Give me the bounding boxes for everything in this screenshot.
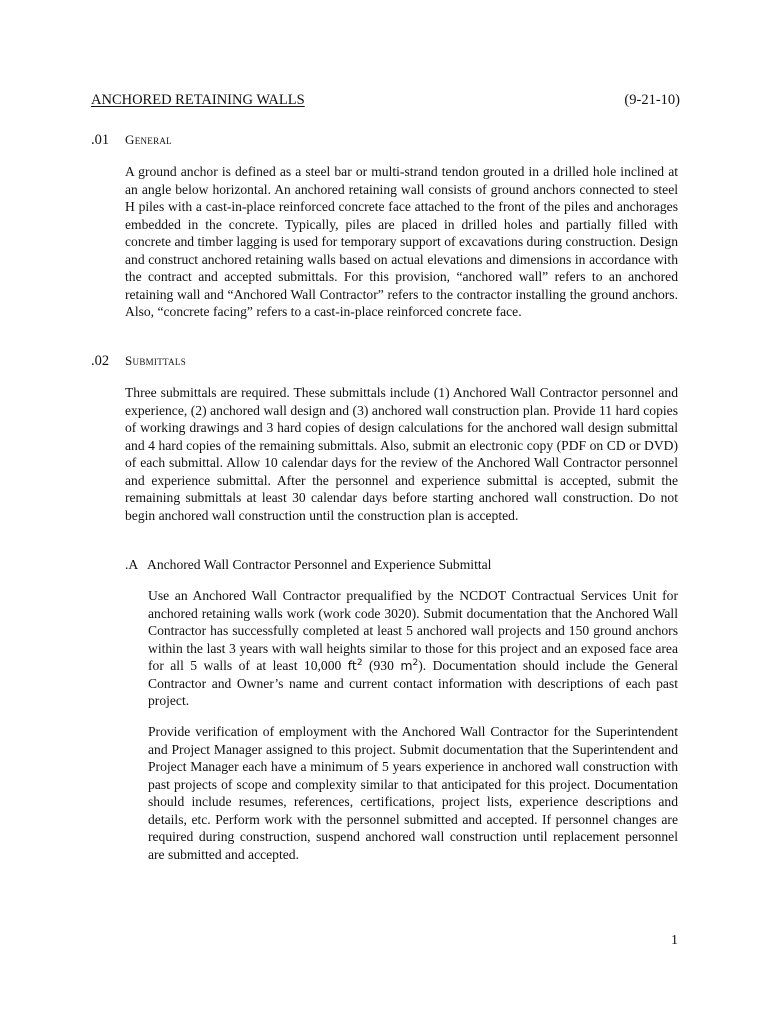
submittals-paragraph: Three submittals are required. These submittals include (1) Anchored Wall Contractor personnel and experience, (2) anchored wall design and (3) anchored wall construction plan. Provide 11 hard copies of working drawings and 3 hard copies of design calculations for the anchored wall design submittal and 4 hard copies of the remaining submittals. Also, submit an electronic copy (PDF on CD or DVD) of each submittal. Allow 10 calendar days for the review of the Anchored Wall Contractor personnel and experience submittal. After the personnel and experience submittal is accepted, submit the remaining submittals at least 30 calendar days before starting anchored wall construction. Do not begin anchored wall construction until the construction plan is accepted. xyxy=(125,385,678,523)
experience-text: Use an Anchored Wall Contractor prequalified by the NCDOT Contractual Services Unit for anchored retaining walls work (work code 3020). Submit documentation that the Anchored Wall Contractor has successfully completed at least 5 anchored wall projects and 150 ground anchors within the last 3 years with wall heights similar to those for this project and an exposed face area for all 5 walls of at least 10,000 xyxy=(148,588,678,673)
document-date: (9-21-10) xyxy=(624,92,680,108)
contractor-experience-paragraph: Use an Anchored Wall Contractor prequalified by the NCDOT Contractual Services Unit for anchored retaining walls work (work code 3020). Submit documentation that the Anchored Wall Contractor has successfully completed at least 5 anchored wall projects and 150 ground anchors within the last 3 years with wall heights similar to those for this project and an exposed face area for all 5 walls of at least 10,000 $ft^2$ (930 $m^2$). Documentation should include the General Contractor and Owner’s name and current contact information with descriptions of each past project. xyxy=(148,588,678,708)
personnel-verification-paragraph: Provide verification of employment with the Anchored Wall Contractor for the Superintendent and Project Manager assigned to this project. Submit documentation that the Superintendent and Project Manager each have a minimum of 5 years experience in anchored wall construction with past projects of scope and complexity similar to that anticipated for this project. Documentation should include resumes, references, certifications, project lists, experience descriptions and details, etc. Perform work with the personnel submitted and accepted. If personnel changes are required during construction, suspend anchored wall construction until replacement personnel are submitted and accepted. xyxy=(148,724,678,862)
unit-square-meters: $m^2$ xyxy=(400,658,419,673)
subsection-title: Anchored Wall Contractor Personnel and Experience Submittal xyxy=(147,557,492,572)
section-title: Submittals xyxy=(125,353,187,368)
subsection-heading xyxy=(125,556,491,574)
experience-text-end: ). Documentation should include the General Contractor and Owner’s name and current contact information with descriptions of each past project. xyxy=(148,658,678,708)
section-number: .02 xyxy=(91,353,110,369)
section-number: .01 xyxy=(91,132,110,148)
document-title-row xyxy=(91,91,680,109)
section-heading-submittals xyxy=(91,352,186,370)
document-title: ANCHORED RETAINING WALLS xyxy=(91,92,305,108)
section-title: General xyxy=(125,132,172,147)
page-number: 1 xyxy=(671,933,678,948)
general-paragraph: A ground anchor is defined as a steel bar or multi-strand tendon grouted in a drilled hole inclined at an angle below horizontal. An anchored retaining wall consists of ground anchors connected to steel H piles with a cast-in-place reinforced concrete face attached to the front of the piles and anchorages embedded in the concrete. Typically, piles are placed in drilled holes and partially filled with concrete and timber lagging is used for temporary support of excavations during construction. Design and construct anchored retaining walls based on actual elevations and dimensions in accordance with the contract and accepted submittals. For this provision, “anchored wall” refers to an anchored retaining wall and “Anchored Wall Contractor” refers to the contractor installing the ground anchors. Also, “concrete facing” refers to a cast-in-place reinforced concrete face. xyxy=(125,164,678,319)
unit-square-feet: $ft^2$ xyxy=(347,658,363,673)
section-heading-general xyxy=(91,131,172,149)
subsection-letter: .A xyxy=(125,557,139,572)
